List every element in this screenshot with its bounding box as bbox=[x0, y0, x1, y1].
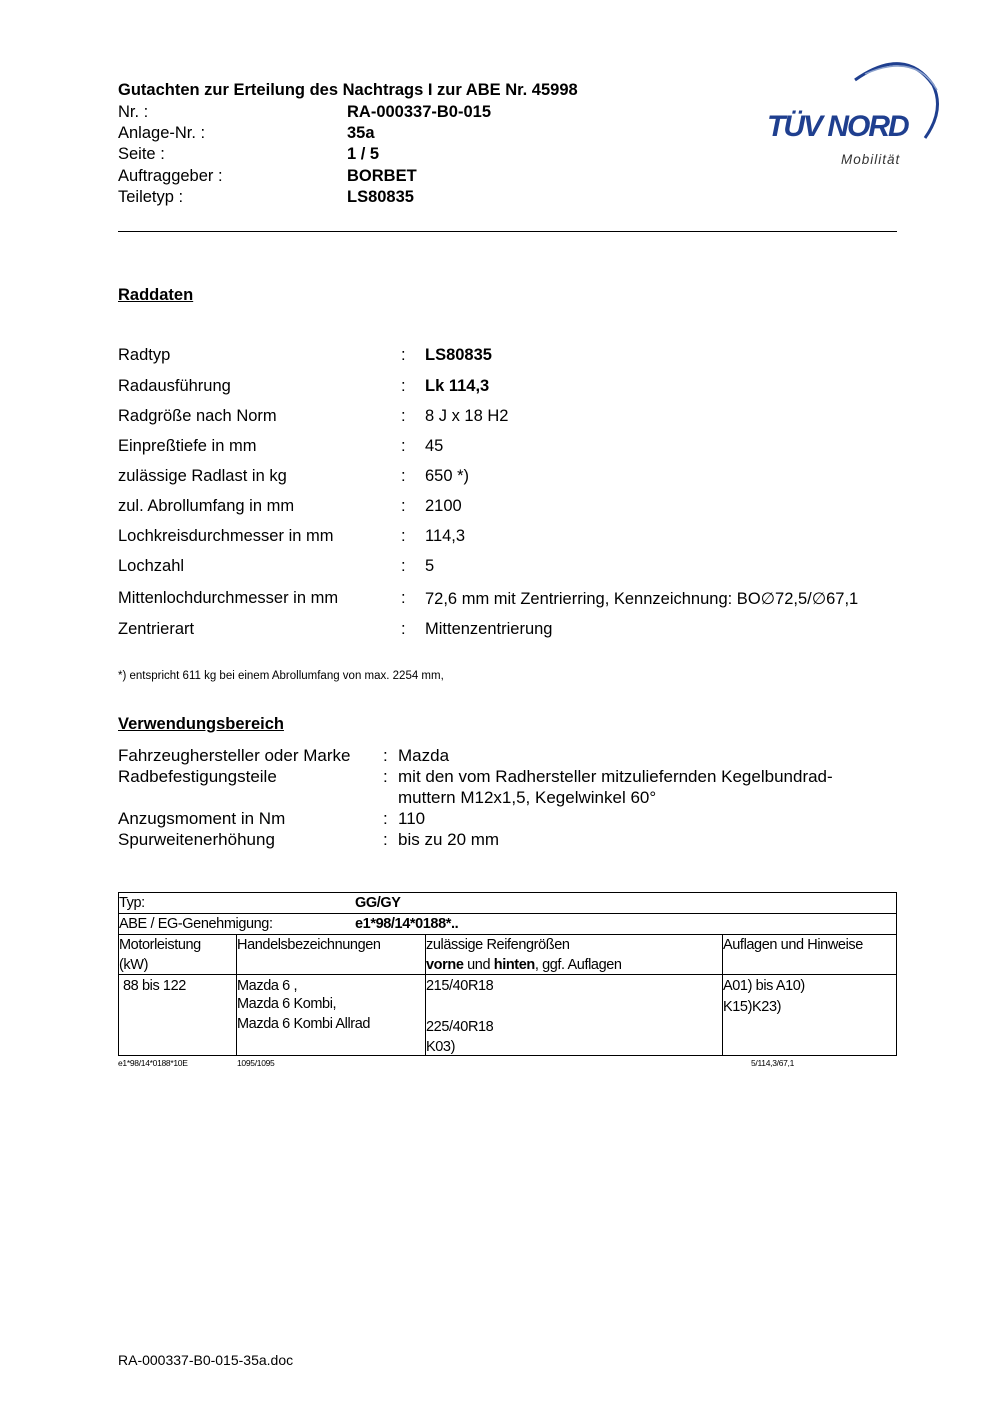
raddaten-value: Lk 114,3 bbox=[425, 377, 490, 395]
raddaten-label: Zentrierart bbox=[118, 620, 195, 638]
header-divider bbox=[118, 231, 897, 232]
raddaten-value: 2100 bbox=[425, 497, 462, 515]
tuev-nord-logo bbox=[765, 60, 945, 170]
raddaten-colon: : bbox=[401, 527, 406, 545]
header-label: Auftraggeber : bbox=[118, 167, 223, 185]
raddaten-colon: : bbox=[401, 467, 406, 485]
raddaten-value: 650 *) bbox=[425, 467, 470, 485]
radlast-footnote: *) entspricht 611 kg bei einem Abrollumfang von max. 2254 mm, bbox=[118, 670, 444, 682]
abe-value: e1*98/14*0188*.. bbox=[355, 916, 459, 932]
verwendung-colon: : bbox=[383, 767, 388, 786]
header-reifengroessen-sub bbox=[426, 955, 622, 975]
verwendung-colon: : bbox=[383, 809, 388, 828]
verwendung-label: Radbefestigungsteile bbox=[118, 767, 277, 786]
verwendung-value: 110 bbox=[398, 809, 426, 828]
header-value: BORBET bbox=[347, 167, 417, 185]
header-value: 35a bbox=[347, 124, 375, 142]
table-footer-code: e1*98/14*0188*10E bbox=[118, 1058, 188, 1068]
logo-subtitle: Mobilität bbox=[841, 152, 901, 167]
header-value: RA-000337-B0-015 bbox=[347, 103, 491, 121]
verwendung-label: Anzugsmoment in Nm bbox=[118, 809, 286, 828]
raddaten-colon: : bbox=[401, 557, 406, 575]
raddaten-value: 114,3 bbox=[425, 527, 466, 545]
typ-value: GG/GY bbox=[355, 895, 401, 911]
document-filename: RA-000337-B0-015-35a.doc bbox=[118, 1352, 294, 1368]
verwendung-colon: : bbox=[383, 830, 388, 849]
verwendung-value: muttern M12x1,5, Kegelwinkel 60° bbox=[398, 788, 657, 807]
table-footer-mid: 1095/1095 bbox=[237, 1058, 275, 1068]
raddaten-colon: : bbox=[401, 497, 406, 515]
raddaten-title: Raddaten bbox=[118, 286, 194, 304]
raddaten-colon: : bbox=[401, 407, 406, 425]
report-title: Gutachten zur Erteilung des Nachtrags I zur ABE Nr. 45998 bbox=[118, 81, 578, 99]
cell-handel: Mazda 6 , bbox=[237, 978, 298, 994]
verwendung-colon: : bbox=[383, 746, 388, 765]
header-label: Seite : bbox=[118, 145, 165, 163]
cell-reifen: 225/40R18 bbox=[426, 1019, 494, 1035]
header-label: Nr. : bbox=[118, 103, 149, 121]
raddaten-colon: : bbox=[401, 377, 406, 395]
raddaten-colon: : bbox=[401, 437, 406, 455]
typ-label: Typ: bbox=[119, 895, 145, 911]
header-hinten: hinten bbox=[493, 957, 535, 973]
verwendung-title: Verwendungsbereich bbox=[118, 715, 284, 733]
cell-reifen-auflage: K03) bbox=[426, 1039, 456, 1055]
raddaten-label: Lochzahl bbox=[118, 557, 185, 575]
raddaten-label: Radtyp bbox=[118, 346, 171, 364]
raddaten-value: 8 J x 18 H2 bbox=[425, 407, 509, 425]
table-footer-right: 5/114,3/67,1 bbox=[751, 1058, 795, 1068]
raddaten-label: Radgröße nach Norm bbox=[118, 407, 277, 425]
verwendung-value: Mazda bbox=[398, 746, 450, 765]
header-vorne: vorne bbox=[426, 957, 464, 973]
header-value: 1 / 5 bbox=[347, 145, 380, 163]
raddaten-colon: : bbox=[401, 589, 406, 607]
raddaten-label: Einpreßtiefe in mm bbox=[118, 437, 257, 455]
verwendung-value: mit den vom Radhersteller mitzuliefernden Kegelbundrad- bbox=[398, 767, 833, 786]
raddaten-value: LS80835 bbox=[425, 346, 492, 364]
raddaten-colon: : bbox=[401, 346, 406, 364]
raddaten-label: zul. Abrollumfang in mm bbox=[118, 497, 295, 515]
header-motorleistung-unit: (kW) bbox=[119, 957, 148, 973]
verwendung-label: Spurweitenerhöhung bbox=[118, 830, 275, 849]
raddaten-value: Mittenzentrierung bbox=[425, 620, 553, 638]
header-auflagen-suffix: , ggf. Auflagen bbox=[534, 957, 622, 973]
cell-auflagen: K15)K23) bbox=[723, 999, 782, 1015]
verwendung-label: Fahrzeughersteller oder Marke bbox=[118, 746, 351, 765]
header-handelsbezeichnungen: Handelsbezeichnungen bbox=[237, 937, 381, 953]
logo-brand: TÜV NORD bbox=[767, 110, 908, 143]
header-reifengroessen: zulässige Reifengrößen bbox=[426, 937, 570, 953]
header-und: und bbox=[463, 957, 494, 973]
raddaten-value: 72,6 mm mit Zentrierring, Kennzeichnung: BO∅72,5/∅67,1 bbox=[425, 590, 859, 608]
cell-handel: Mazda 6 Kombi, bbox=[237, 996, 337, 1012]
raddaten-label: Radausführung bbox=[118, 377, 231, 395]
raddaten-colon: : bbox=[401, 620, 406, 638]
cell-reifen: 215/40R18 bbox=[426, 978, 494, 994]
cell-handel: Mazda 6 Kombi Allrad bbox=[237, 1016, 371, 1032]
raddaten-value: 5 bbox=[425, 557, 435, 575]
header-label: Anlage-Nr. : bbox=[118, 124, 206, 142]
raddaten-label: Lochkreisdurchmesser in mm bbox=[118, 527, 334, 545]
header-auflagen: Auflagen und Hinweise bbox=[723, 937, 863, 953]
cell-motorleistung: 88 bis 122 bbox=[123, 978, 186, 994]
raddaten-value: 45 bbox=[425, 437, 444, 455]
verwendung-value: bis zu 20 mm bbox=[398, 830, 500, 849]
cell-auflagen: A01) bis A10) bbox=[723, 978, 805, 994]
raddaten-label: Mittenlochdurchmesser in mm bbox=[118, 589, 339, 607]
header-motorleistung: Motorleistung bbox=[119, 937, 201, 953]
abe-label: ABE / EG-Genehmigung: bbox=[119, 916, 273, 932]
raddaten-label: zulässige Radlast in kg bbox=[118, 467, 287, 485]
header-label: Teiletyp : bbox=[118, 188, 184, 206]
vehicle-table bbox=[118, 892, 897, 1056]
header-value: LS80835 bbox=[347, 188, 414, 206]
